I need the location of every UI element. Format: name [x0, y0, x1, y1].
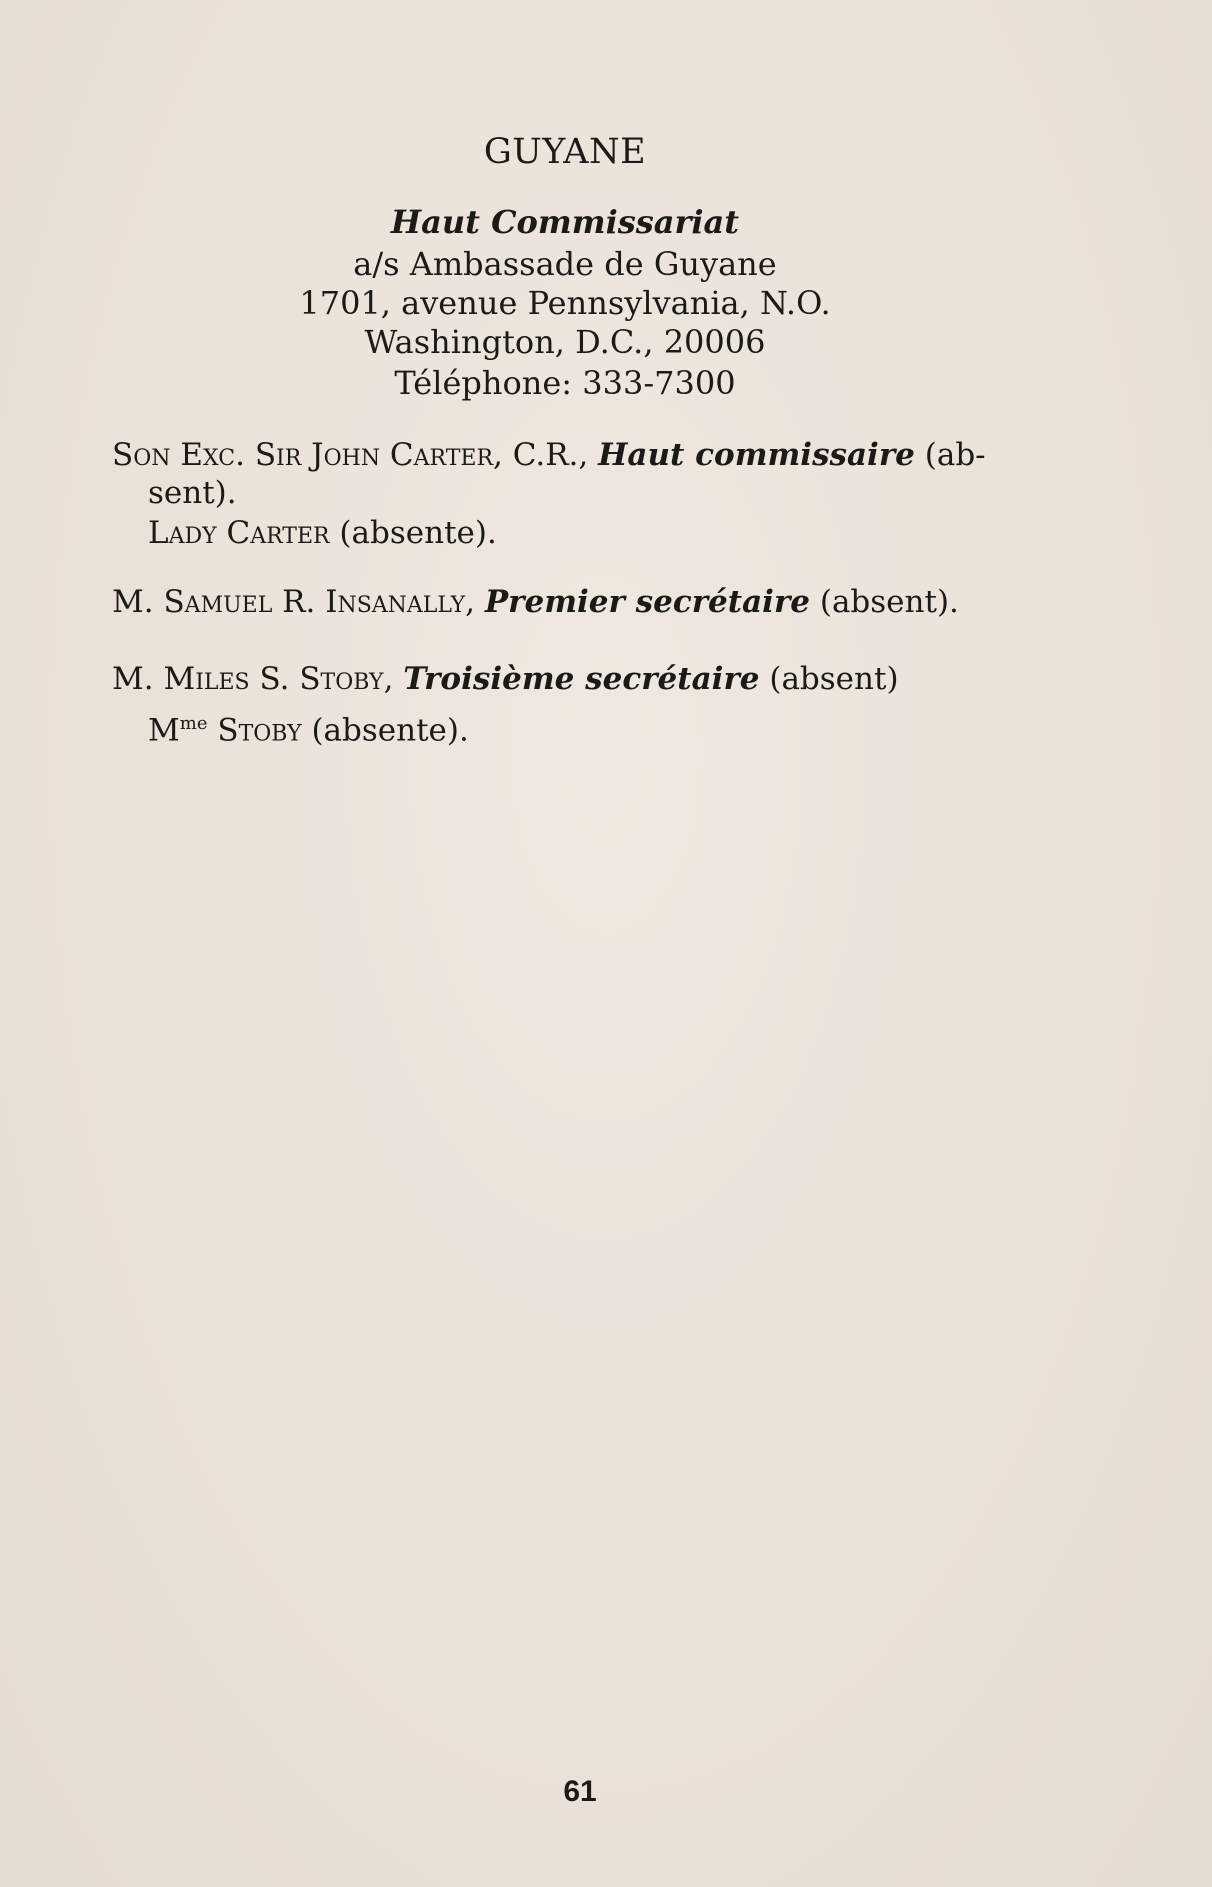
entry-name-superscript: me	[179, 713, 208, 734]
entry-status: (absente).	[329, 515, 497, 551]
address-line-2: 1701, avenue Pennsylvania, N.O.	[299, 284, 831, 322]
entry-insanally	[112, 583, 1032, 621]
entry-status: (absent)	[759, 661, 899, 697]
entry-name: Son Exc. Sir John Carter	[112, 437, 494, 473]
entry-stoby	[112, 660, 1032, 698]
office-name: Haut Commissariat	[390, 203, 740, 241]
entry-name: M. Miles S. Stoby,	[112, 661, 404, 697]
address-line-3: Washington, D.C., 20006	[364, 323, 766, 361]
entry-name: Stoby	[207, 712, 302, 749]
entry-mme-stoby	[148, 705, 1068, 749]
country-heading: GUYANE	[483, 132, 647, 172]
page-number: 61	[563, 1775, 597, 1808]
entry-lady-carter	[148, 514, 1068, 552]
telephone-line: Téléphone: 333-7300	[394, 364, 736, 402]
entry-honours: , C.R.,	[493, 437, 599, 473]
entry-name: M. Samuel R. Insanally,	[112, 584, 485, 620]
entry-name: Lady Carter	[148, 515, 330, 551]
entry-status-continuation: sent).	[148, 475, 237, 511]
entry-title: Troisième secrétaire	[403, 661, 760, 697]
entry-title: Premier secrétaire	[484, 584, 810, 620]
entry-status: (ab-	[914, 437, 986, 473]
address-line-1: a/s Ambassade de Guyane	[353, 245, 777, 283]
entry-name-initial: M	[148, 712, 180, 749]
entry-high-commissioner	[112, 436, 1032, 512]
entry-status: (absente).	[301, 712, 469, 749]
entry-title: Haut commissaire	[598, 437, 915, 473]
entry-status: (absent).	[810, 584, 959, 620]
